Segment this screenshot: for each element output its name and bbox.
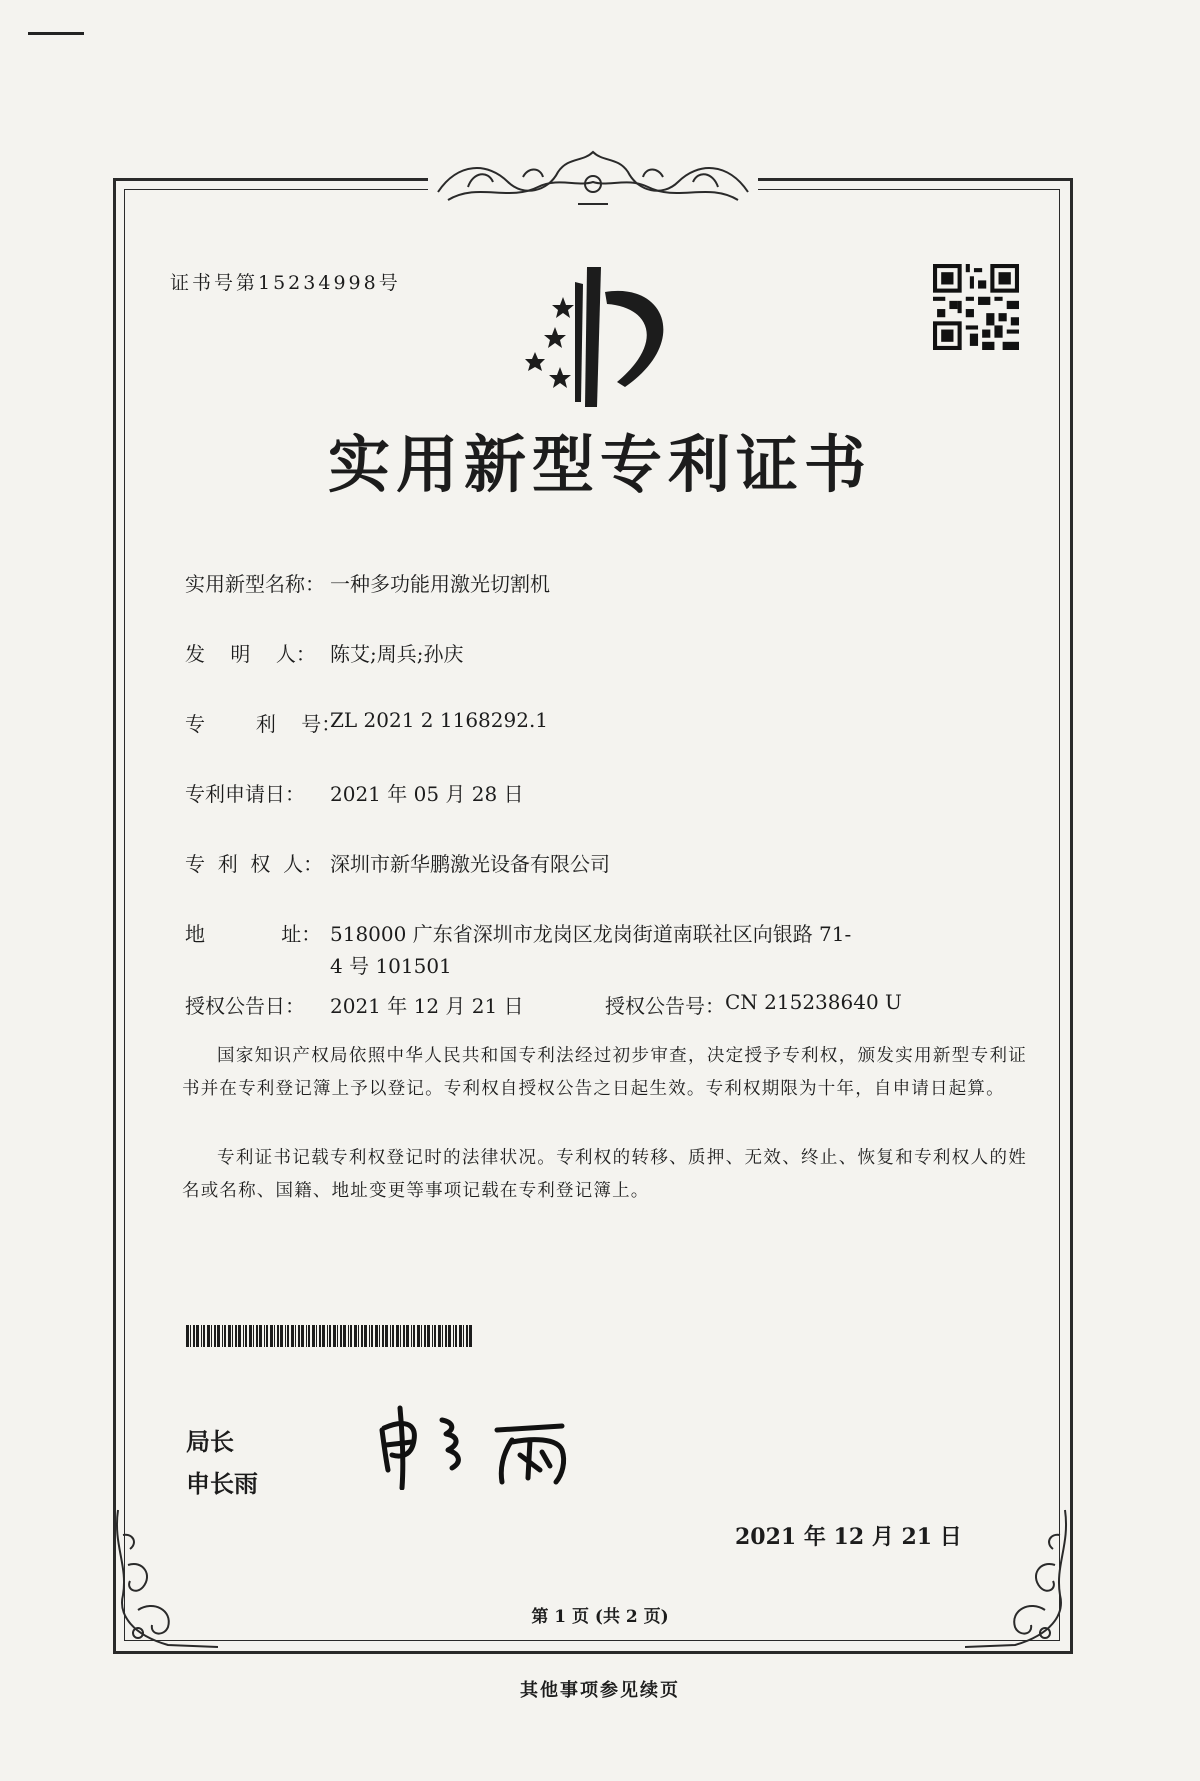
- field-filing-date: [185, 778, 524, 807]
- field-patent-number: [185, 708, 548, 737]
- field-value: 2021 年 05 月 28 日: [330, 782, 524, 806]
- barcode-icon: [186, 1325, 474, 1347]
- field-label: 专利申请日：: [185, 782, 305, 806]
- certificate-number: 证书号第15234998号: [170, 272, 401, 294]
- signature-date: 2021 年 12 月 21 日: [735, 1524, 962, 1550]
- scan-mark: [28, 32, 84, 35]
- director-name: 申长雨: [186, 1470, 258, 1498]
- field-value: 2021 年 12 月 21 日: [330, 994, 524, 1018]
- corner-ornament-bottom-right-icon: [965, 1505, 1075, 1655]
- field-value: 一种多功能用激光切割机: [330, 572, 550, 596]
- field-patentee: [185, 848, 610, 877]
- field-grant-publication-number: [605, 990, 902, 1019]
- field-utility-model-name: [185, 568, 550, 597]
- field-label: 授权公告号：: [605, 994, 725, 1018]
- qr-code-icon: [933, 264, 1019, 350]
- field-value: ZL 2021 2 1168292.1: [330, 708, 549, 732]
- field-label: 专 利 权 人：: [185, 852, 324, 876]
- top-ornament-icon: [428, 142, 758, 214]
- corner-ornament-bottom-left-icon: [108, 1505, 218, 1655]
- field-inventor: [185, 638, 463, 667]
- continuation-note: 其他事项参见续页: [520, 1680, 680, 1701]
- field-value: 深圳市新华鹏激光设备有限公司: [330, 852, 610, 876]
- field-label: 实用新型名称：: [185, 572, 325, 596]
- page-number: 第 1 页 (共 2 页): [531, 1607, 669, 1627]
- field-address: [185, 918, 851, 947]
- statement-paragraph-2: 专利证书记载专利权登记时的法律状况。专利权的转移、质押、无效、终止、恢复和专利权人的姓名或名称、国籍、地址变更等事项记载在专利登记簿上。: [182, 1148, 1027, 1201]
- field-value: CN 215238640 U: [725, 990, 902, 1014]
- field-value: 陈艾;周兵;孙庆: [330, 642, 464, 666]
- field-label: 专 利 号：: [185, 712, 342, 736]
- field-value: 518000 广东省深圳市龙岗区龙岗街道南联社区向银路 71-: [330, 922, 852, 946]
- statement-paragraph-1: 国家知识产权局依照中华人民共和国专利法经过初步审查，决定授予专利权，颁发实用新型专利证书并在专利登记簿上予以登记。专利权自授权公告之日起生效。专利权期限为十年，自申请日起算。: [182, 1046, 1027, 1099]
- director-title: 局长: [186, 1428, 234, 1456]
- certificate-title: 实用新型专利证书: [327, 428, 872, 501]
- field-address-line2: 4 号 101501: [330, 954, 452, 978]
- handwritten-signature-icon: [372, 1400, 612, 1490]
- patent-office-emblem-icon: [505, 262, 685, 412]
- field-label: 地 址：: [185, 922, 322, 946]
- field-label: 发 明 人：: [185, 642, 316, 666]
- field-grant-date: [185, 990, 524, 1019]
- field-label: 授权公告日：: [185, 994, 305, 1018]
